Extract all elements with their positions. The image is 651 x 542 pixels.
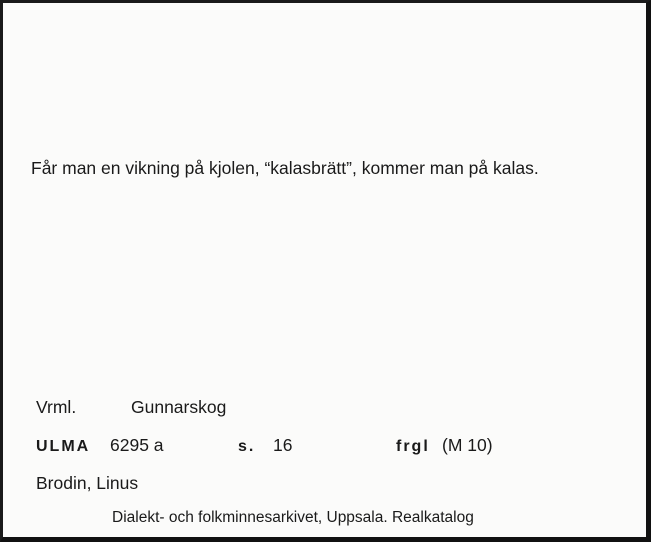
card-text: Får man en vikning på kjolen, “kalasbrätt”, kommer man på kalas. (31, 158, 539, 178)
archive-number: 6295 a (110, 435, 164, 455)
archive-label: ULMA (36, 438, 91, 455)
category-code: (M 10) (442, 435, 493, 455)
page-label: s. (238, 438, 256, 455)
category-label: frgl (396, 438, 430, 455)
province: Vrml. (36, 397, 77, 417)
page-number: 16 (273, 435, 293, 455)
parish: Gunnarskog (131, 397, 227, 417)
informant: Brodin, Linus (36, 473, 139, 493)
archive-footer: Dialekt- och folkminnesarkivet, Uppsala. Realkatalog (112, 509, 474, 526)
